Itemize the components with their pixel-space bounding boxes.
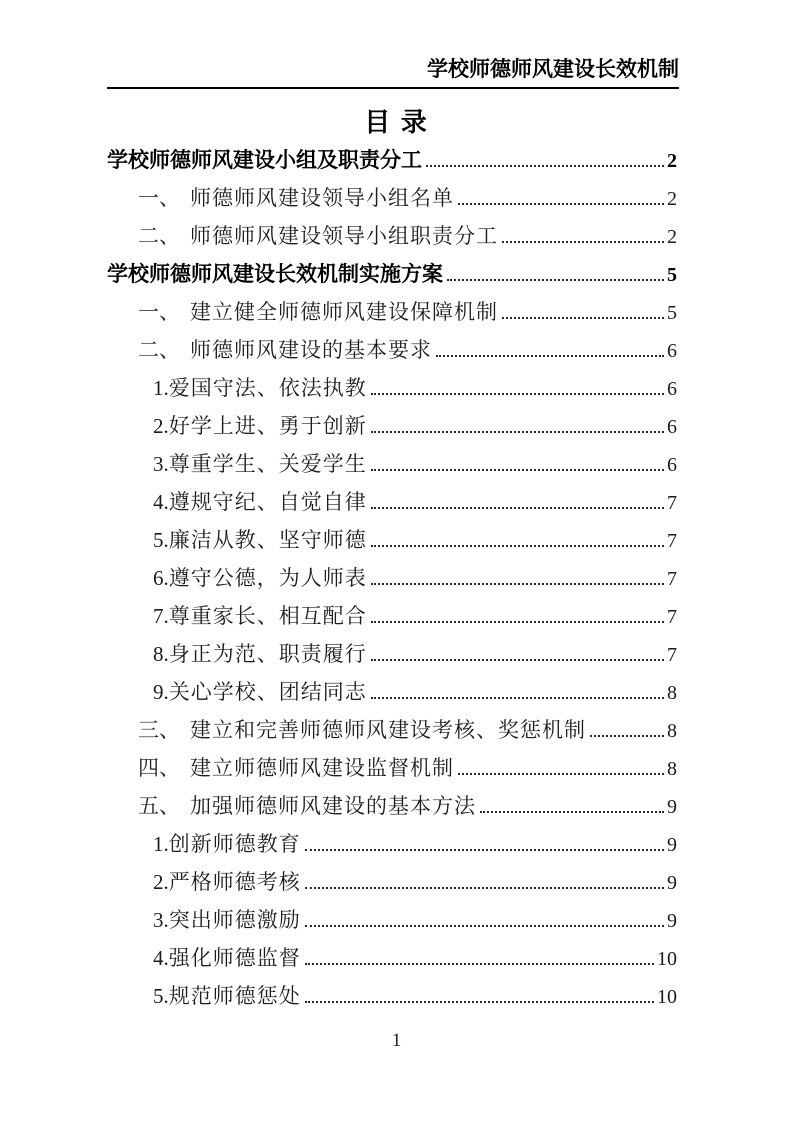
toc-entry[interactable] bbox=[107, 942, 677, 980]
toc-leader-dots bbox=[305, 1001, 654, 1003]
toc-entry-text: 关心学校、团结同志 bbox=[168, 680, 367, 704]
toc-entry[interactable] bbox=[107, 410, 677, 448]
toc-entry-text: 严格师德考核 bbox=[168, 870, 301, 894]
toc-leader-dots bbox=[305, 925, 664, 927]
toc-entry[interactable] bbox=[107, 752, 677, 790]
toc-entry[interactable] bbox=[107, 790, 677, 828]
toc-entry-text: 爱国守法、依法执教 bbox=[168, 376, 367, 400]
toc-entry-page: 9 bbox=[667, 834, 677, 856]
toc-entry-text: 学校师德师风建设长效机制实施方案 bbox=[107, 262, 443, 286]
toc-entry-page: 7 bbox=[667, 530, 677, 552]
toc-leader-dots bbox=[502, 241, 664, 243]
toc-leader-dots bbox=[305, 849, 664, 851]
toc-entry-number: 一、 bbox=[138, 186, 180, 210]
toc-leader-dots bbox=[371, 659, 664, 661]
toc-entry-text: 好学上进、勇于创新 bbox=[168, 414, 367, 438]
toc-entry[interactable] bbox=[107, 600, 677, 638]
toc-leader-dots bbox=[502, 317, 664, 319]
toc-leader-dots bbox=[458, 773, 664, 775]
toc-entry-page: 8 bbox=[667, 682, 677, 704]
toc-entry-text: 强化师德监督 bbox=[168, 946, 301, 970]
toc-entry-page: 5 bbox=[667, 264, 677, 286]
toc-entry[interactable] bbox=[107, 524, 677, 562]
toc-entry-text: 师德师风建设的基本要求 bbox=[190, 338, 432, 362]
toc-entry-number: 5. bbox=[153, 528, 169, 552]
toc-entry-number: 四、 bbox=[138, 756, 180, 780]
toc-leader-dots bbox=[480, 811, 664, 813]
toc-entry-page: 10 bbox=[657, 948, 677, 970]
toc-entry[interactable] bbox=[107, 448, 677, 486]
toc-entry-page: 7 bbox=[667, 568, 677, 590]
toc-entry-number: 3. bbox=[153, 908, 169, 932]
toc-entry-text: 身正为范、职责履行 bbox=[168, 642, 367, 666]
toc-entry-number: 3. bbox=[153, 452, 169, 476]
toc-entry-text: 师德师风建设领导小组名单 bbox=[190, 186, 454, 210]
toc-entry-page: 5 bbox=[667, 302, 677, 324]
toc-entry-text: 建立师德师风建设监督机制 bbox=[190, 756, 454, 780]
toc-entry-page: 8 bbox=[667, 758, 677, 780]
toc-entry-page: 9 bbox=[667, 910, 677, 932]
toc-entry-page: 7 bbox=[667, 644, 677, 666]
toc-entry-text: 创新师德教育 bbox=[168, 832, 301, 856]
toc-entry-number: 5. bbox=[153, 984, 169, 1008]
toc-entry-text: 遵守公德，为人师表 bbox=[168, 566, 367, 590]
toc-entry[interactable] bbox=[107, 828, 677, 866]
toc-leader-dots bbox=[458, 203, 664, 205]
toc-entry-text: 师德师风建设领导小组职责分工 bbox=[190, 224, 498, 248]
toc-entry[interactable] bbox=[107, 486, 677, 524]
toc-leader-dots bbox=[371, 621, 664, 623]
toc-entry-number: 1. bbox=[153, 376, 169, 400]
toc-leader-dots bbox=[371, 697, 664, 699]
page-number: 1 bbox=[391, 1030, 402, 1051]
toc-entry[interactable] bbox=[107, 676, 677, 714]
toc-entry-text: 尊重学生、关爱学生 bbox=[168, 452, 367, 476]
toc-entry-number: 2. bbox=[153, 414, 169, 438]
toc-entry-page: 6 bbox=[667, 454, 677, 476]
toc-entry-number: 二、 bbox=[138, 338, 180, 362]
header-title: 学校师德师风建设长效机制 bbox=[427, 57, 679, 81]
toc-entry-number: 7. bbox=[153, 604, 169, 628]
toc-entry-number: 4. bbox=[153, 490, 169, 514]
toc-entry[interactable] bbox=[107, 144, 677, 182]
toc-entry-page: 7 bbox=[667, 606, 677, 628]
toc-entry-page: 9 bbox=[667, 796, 677, 818]
toc-entry[interactable] bbox=[107, 220, 677, 258]
toc-leader-dots bbox=[371, 507, 664, 509]
toc-title: 目 录 bbox=[364, 108, 429, 137]
toc-entry-page: 2 bbox=[667, 226, 677, 248]
toc-entry[interactable] bbox=[107, 372, 677, 410]
toc-entry-page: 6 bbox=[667, 340, 677, 362]
toc-entry-page: 8 bbox=[667, 720, 677, 742]
toc-leader-dots bbox=[426, 165, 664, 167]
toc-entry-text: 廉洁从教、坚守师德 bbox=[168, 528, 367, 552]
toc-entry[interactable] bbox=[107, 562, 677, 600]
toc-leader-dots bbox=[305, 963, 654, 965]
toc-leader-dots bbox=[447, 279, 664, 281]
toc-leader-dots bbox=[436, 355, 664, 357]
toc-entry-page: 9 bbox=[667, 872, 677, 894]
toc-entry-text: 规范师德惩处 bbox=[168, 984, 301, 1008]
toc-entry-page: 7 bbox=[667, 492, 677, 514]
toc-entry-number: 一、 bbox=[138, 300, 180, 324]
toc-entry-text: 建立健全师德师风建设保障机制 bbox=[190, 300, 498, 324]
toc-leader-dots bbox=[371, 431, 664, 433]
toc-entry-number: 4. bbox=[153, 946, 169, 970]
toc-entry-page: 6 bbox=[667, 378, 677, 400]
toc-entry-text: 尊重家长、相互配合 bbox=[168, 604, 367, 628]
toc-entry[interactable] bbox=[107, 258, 677, 296]
toc-entry-number: 五、 bbox=[138, 794, 180, 818]
toc-leader-dots bbox=[371, 393, 664, 395]
toc-entry[interactable] bbox=[107, 904, 677, 942]
toc-entry-text: 突出师德激励 bbox=[168, 908, 301, 932]
toc-entry-text: 加强师德师风建设的基本方法 bbox=[190, 794, 476, 818]
toc-leader-dots bbox=[590, 735, 664, 737]
toc-leader-dots bbox=[371, 545, 664, 547]
toc-leader-dots bbox=[305, 887, 664, 889]
toc-entry[interactable] bbox=[107, 334, 677, 372]
toc-entry[interactable] bbox=[107, 296, 677, 334]
toc-entry-number: 6. bbox=[153, 566, 169, 590]
toc-entry-text: 遵规守纪、自觉自律 bbox=[168, 490, 367, 514]
toc-entry-number: 9. bbox=[153, 680, 169, 704]
toc-list bbox=[107, 144, 677, 1018]
toc-entry[interactable] bbox=[107, 980, 677, 1018]
toc-entry-text: 建立和完善师德师风建设考核、奖惩机制 bbox=[190, 718, 586, 742]
toc-entry-text: 学校师德师风建设小组及职责分工 bbox=[107, 148, 422, 172]
toc-entry-number: 8. bbox=[153, 642, 169, 666]
toc-entry-number: 1. bbox=[153, 832, 169, 856]
toc-entry[interactable] bbox=[107, 638, 677, 676]
toc-entry-page: 2 bbox=[667, 150, 677, 172]
toc-entry-page: 6 bbox=[667, 416, 677, 438]
toc-entry[interactable] bbox=[107, 182, 677, 220]
toc-entry-number: 二、 bbox=[138, 224, 180, 248]
page-header bbox=[107, 56, 679, 89]
toc-leader-dots bbox=[371, 583, 664, 585]
toc-entry-number: 2. bbox=[153, 870, 169, 894]
toc-entry-page: 2 bbox=[667, 188, 677, 210]
toc-leader-dots bbox=[371, 469, 664, 471]
toc-entry[interactable] bbox=[107, 866, 677, 904]
toc-entry[interactable] bbox=[107, 714, 677, 752]
toc-entry-number: 三、 bbox=[138, 718, 180, 742]
toc-entry-page: 10 bbox=[657, 986, 677, 1008]
